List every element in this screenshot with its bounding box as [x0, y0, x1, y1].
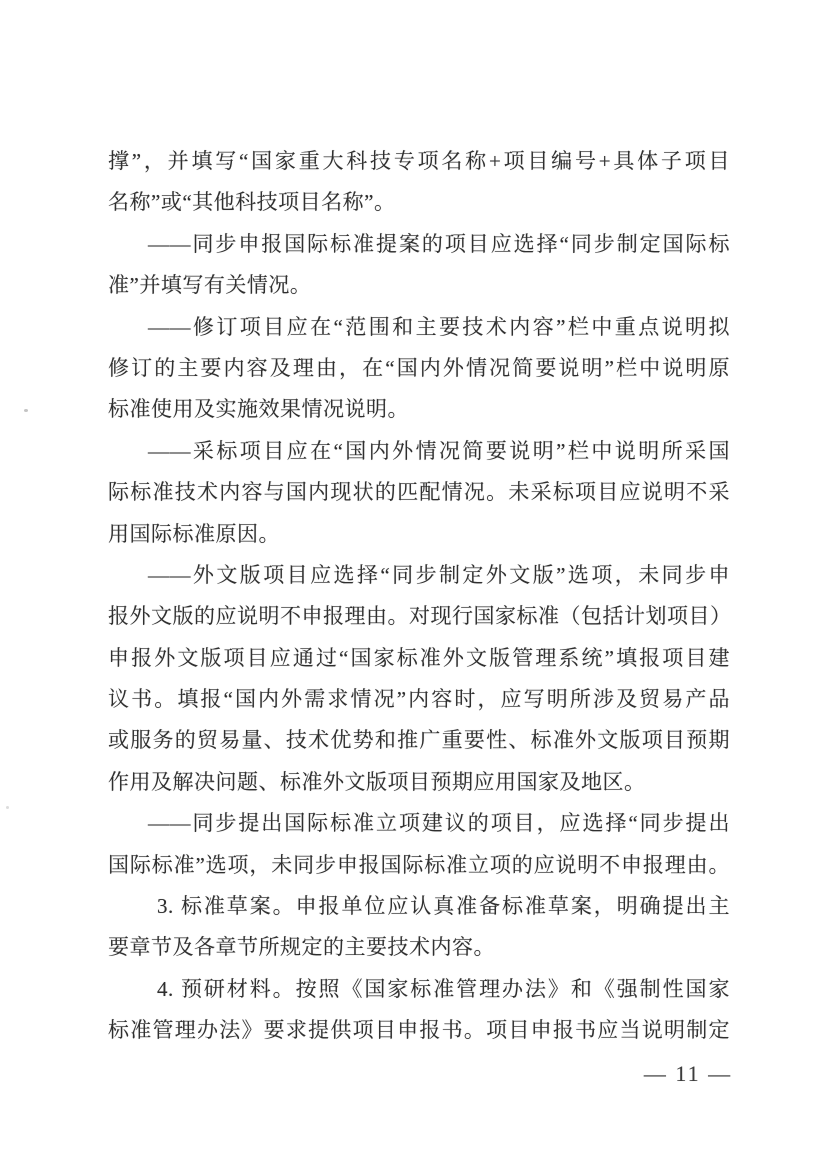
document-line: 国际标准”选项，未同步申报国际标准立项的应说明不申报理由。: [108, 852, 730, 877]
scan-artifact-speck: [24, 409, 28, 412]
document-body: [108, 141, 730, 1052]
document-line: 名称”或“其他科技项目名称”。: [108, 190, 396, 215]
document-line: 4. 预研材料。按照《国家标准管理办法》和《强制性国家: [157, 976, 730, 1001]
document-line: 申报外文版项目应通过“国家标准外文版管理系统”填报项目建: [108, 645, 730, 670]
page-number: — 11 —: [643, 1061, 733, 1086]
document-line: 要章节及各章节所规定的主要技术内容。: [108, 935, 495, 960]
document-line: ——修订项目应在“范围和主要技术内容”栏中重点说明拟: [148, 314, 730, 339]
document-line: ——同步申报国际标准提案的项目应选择“同步制定国际标: [148, 231, 730, 256]
document-line: 际标准技术内容与国内现状的匹配情况。未采标项目应说明不采: [108, 480, 730, 505]
document-line: ——外文版项目应选择“同步制定外文版”选项，未同步申: [148, 562, 730, 587]
document-line: 3. 标准草案。申报单位应认真准备标准草案，明确提出主: [157, 894, 730, 919]
document-line: ——同步提出国际标准立项建议的项目，应选择“同步提出: [148, 811, 730, 836]
document-line: 议书。填报“国内外需求情况”内容时，应写明所涉及贸易产品: [108, 687, 730, 712]
document-line: 修订的主要内容及理由，在“国内外情况简要说明”栏中说明原: [108, 355, 730, 380]
document-line: 标准使用及实施效果情况说明。: [108, 397, 409, 422]
document-line: ——采标项目应在“国内外情况简要说明”栏中说明所采国: [148, 438, 730, 463]
document-line: 准”并填写有关情况。: [108, 273, 312, 298]
scan-artifact-speck: [6, 806, 9, 809]
document-line: 作用及解决问题、标准外文版项目预期应用国家及地区。: [108, 769, 646, 794]
document-line: 标准管理办法》要求提供项目申报书。项目申报书应当说明制定: [108, 1018, 730, 1043]
document-line: 用国际标准原因。: [108, 521, 280, 546]
document-line: 报外文版的应说明不申报理由。对现行国家标准（包括计划项目）: [108, 604, 732, 629]
document-line: 撑”，并填写“国家重大科技专项名称+项目编号+具体子项目: [108, 149, 730, 173]
document-line: 或服务的贸易量、技术优势和推广重要性、标准外文版项目预期: [108, 728, 730, 753]
